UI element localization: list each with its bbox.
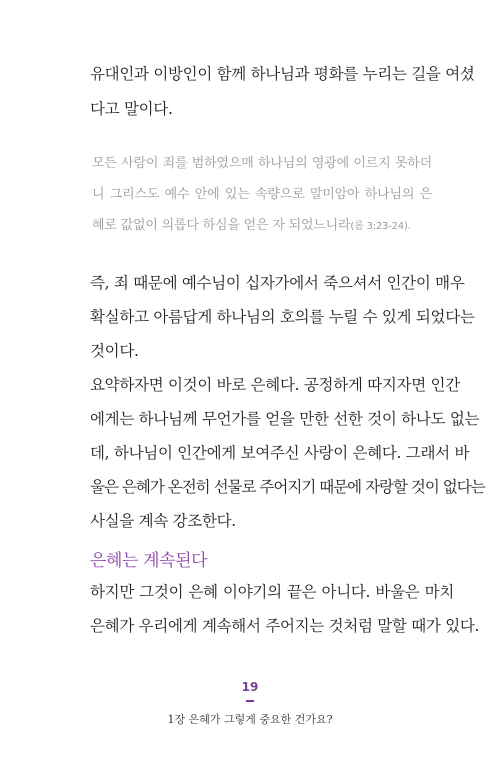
quote-line: 모든 사람이 죄를 범하였으매 하나님의 영광에 이르지 못하더 [92, 156, 432, 171]
page-number: 19 [241, 680, 259, 694]
section-heading: 은혜는 계속된다 [90, 551, 208, 571]
body-text-line: 것이다. [90, 342, 139, 360]
body-text-line: 하지만 그것이 은혜 이야기의 끝은 아니다. 바울은 마치 [90, 583, 454, 601]
quote-text: 혜로 값없이 의롭다 하심을 얻은 자 되었느니라 [92, 218, 351, 233]
body-text-line: 다고 말이다. [90, 100, 173, 118]
scripture-reference: (롬 3:23-24). [350, 221, 411, 232]
body-text-line: 은혜가 우리에게 계속해서 주어지는 것처럼 말할 때가 있다. [90, 617, 480, 635]
quote-line: 니 그리스도 예수 안에 있는 속량으로 말미암아 하나님의 은 [92, 187, 432, 202]
body-text-line: 즉, 죄 때문에 예수님이 십자가에서 죽으셔서 인간이 매우 [90, 274, 465, 292]
quote-line [92, 214, 432, 233]
body-text-line: 사실을 계속 강조한다. [90, 512, 236, 530]
body-text-line: 유대인과 이방인이 함께 하나님과 평화를 누리는 길을 여셨 [90, 65, 475, 83]
body-text-line: 요약하자면 이것이 바로 은혜다. 공정하게 따지자면 인간 [90, 376, 460, 394]
body-text-line: 확실하고 아름답게 하나님의 호의를 누릴 수 있게 되었다는 [90, 308, 475, 326]
body-text-line: 에게는 하나님께 무언가를 얻을 만한 선한 것이 하나도 없는 [90, 410, 480, 428]
body-text-line: 데, 하나님이 인간에게 보여주신 사랑이 은혜다. 그래서 바 [90, 444, 470, 462]
running-title: 1장 은혜가 그렇게 중요한 건가요? [167, 713, 333, 726]
body-text-line: 울은 은혜가 온전히 선물로 주어지기 때문에 자랑할 것이 없다는 [90, 478, 485, 496]
page-number-rule [246, 700, 254, 702]
